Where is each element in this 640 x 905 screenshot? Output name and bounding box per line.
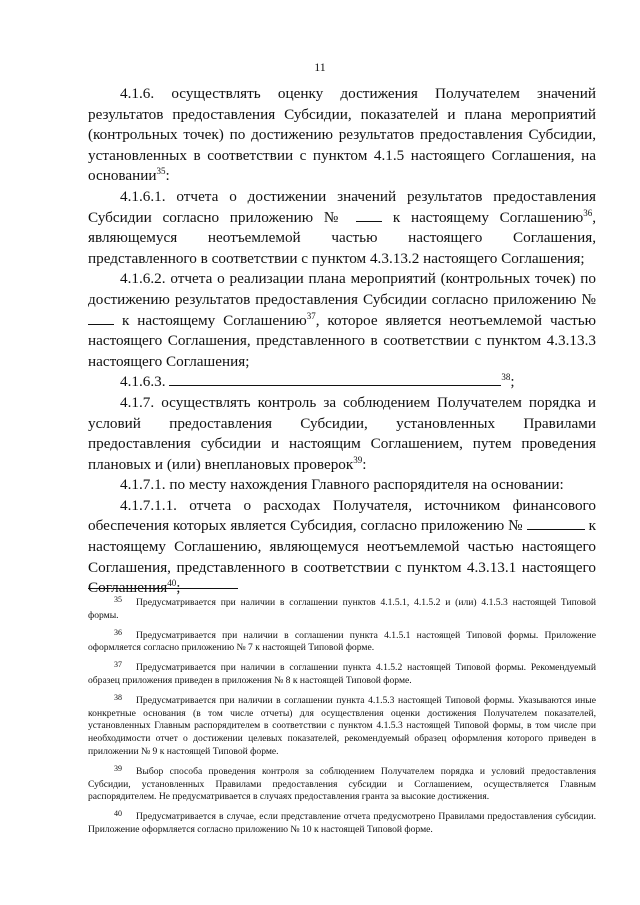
paragraph-4-1-6: 4.1.6. осуществлять оценку достижения Получателем значений результатов предоставления Субсидии, показателей и плана мероприятий (контрольных точек) по достижению результатов предоставления Субсидии, установленных в соответствии с пунктом 4.1.5 настоящего Соглашения, на основании$^{35}$: — [88, 85, 596, 185]
page-number: 11 — [314, 60, 326, 74]
footnotes — [88, 594, 596, 841]
footnote-ref-38[interactable]: 38 — [501, 372, 511, 383]
paragraph-4-1-6-3: 4.1.6.3. $^{38}$; — [120, 372, 515, 391]
footnote-ref-39[interactable]: 39 — [353, 454, 363, 465]
footnote-40: 40 Предусматривается в случае, если представление отчета предусмотрено Правилами предоставления субсидии. Приложение оформляется согласно приложению № 10 к настоящей Типовой форме. — [88, 809, 596, 835]
blank-field — [169, 373, 501, 386]
blank-field — [527, 517, 585, 530]
footnote-36: 36 Предусматривается при наличии в соглашении пункта 4.1.5.1 настоящей Типовой формы. Приложение оформляется согласно приложению № 7 к настоящей Типовой форме. — [88, 627, 596, 654]
main-text — [88, 84, 596, 599]
footnote-ref-37[interactable]: 37 — [306, 310, 316, 321]
paragraph-4-1-7: 4.1.7. осуществлять контроль за соблюдением Получателем порядка и условий предоставления Субсидии, установленных Правилами предоставления субсидии и настоящим Соглашением, путем проведения плановых и (или) внеплановых проверок$^{39}$: — [88, 393, 596, 473]
paragraph-4-1-6-1: 4.1.6.1. отчета о достижении значений результатов предоставления Субсидии согласно приложению № к настоящему Соглашению$^{36}$, являющемуся неотъемлемой частью настоящего Соглашения, представленного в соответствии с пунктом 4.3.13.2 настоящего Соглашения; — [88, 187, 597, 267]
paragraph-4-1-7-1: 4.1.7.1. по месту нахождения Главного распорядителя на основании: — [120, 476, 564, 494]
footnote-35: 35 Предусматривается при наличии в соглашении пунктов 4.1.5.1, 4.1.5.2 и (или) 4.1.5.3 настоящей Типовой формы. — [88, 595, 596, 621]
paragraph-4-1-6-2: 4.1.6.2. отчета о реализации плана мероприятий (контрольных точек) по достижению результатов предоставления Субсидии согласно приложению № к настоящему Соглашению$^{37}$, которое является неотъемлемой частью настоящего Соглашения, представленного в соответствии с пунктом 4.3.13.3 настоящего Соглашения; — [88, 270, 596, 370]
footnote-separator — [88, 588, 238, 589]
footnote-ref-40[interactable]: 40 — [167, 578, 177, 589]
footnote-37: 37 Предусматривается при наличии в соглашении пункта 4.1.5.2 настоящей Типовой формы. Рекомендуемый образец приложения приведен в приложения № 8 к настоящей Типовой форме. — [88, 660, 596, 686]
footnote-39: 39 Выбор способа проведения контроля за соблюдением Получателем порядка и условий предоставления Субсидии, установленных Правилами предоставления субсидии и Соглашением, осуществляется Главным распорядителем. Не предусматривается в случаях предоставления гранта за высокие достижения. — [88, 763, 596, 803]
blank-field — [356, 209, 382, 222]
blank-field — [88, 312, 114, 325]
footnote-ref-35[interactable]: 35 — [156, 166, 166, 177]
footnote-38: 38 Предусматривается при наличии в соглашении пункта 4.1.5.3 настоящей Типовой формы. Указываются иные конкретные основания (в том числе отчеты) для осуществления оценки достижения Получателем показателей, установленных Главным распорядителем в соответствии с пунктом 4.1.5.3 настоящей Типовой формы, в том числе при необходимости отчет о достижении целевых показателей, рекомендуемый образец оформления которого приведен в приложении № 9 к настоящей Типовой форме. — [88, 692, 596, 757]
footnote-ref-36[interactable]: 36 — [583, 207, 593, 218]
paragraph-4-1-7-1-1: 4.1.7.1.1. отчета о расходах Получателя, источником финансового обеспечения которых является Субсидия, согласно приложению № к настоящему Соглашению, являющемуся неотъемлемой частью настоящего Соглашения, представленного в соответствии с пунктом 4.3.13.1 настоящего Соглашения$^{40}$; — [88, 496, 597, 597]
